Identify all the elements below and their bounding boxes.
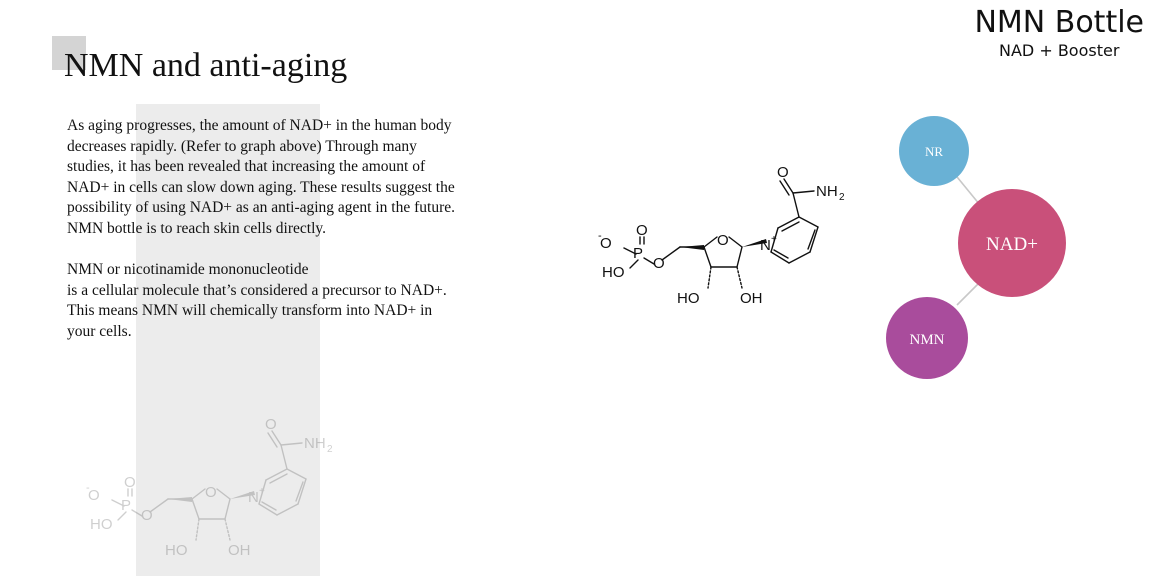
- nad-pathway-diagram: [880, 110, 1120, 390]
- atom-o-ring: O: [717, 232, 729, 249]
- atom-o-double: O: [124, 474, 136, 491]
- atom-o-link: O: [141, 507, 153, 524]
- atom-oh-sugar: OH: [740, 290, 763, 307]
- charge-minus: -: [86, 482, 90, 494]
- text-line: possibility of using NAD+ as an anti-aging agent in the future.: [67, 199, 455, 216]
- atom-ho-sugar: HO: [677, 290, 700, 307]
- atom-n: N: [248, 489, 259, 506]
- atom-o-link: O: [653, 255, 665, 272]
- nad-label: NAD+: [986, 234, 1038, 255]
- text-line: This means NMN will chemically transform into NAD+ in: [67, 302, 433, 319]
- atom-o-minus: O: [88, 487, 100, 504]
- nmn-molecule-structure: [596, 160, 856, 310]
- atom-n: N: [760, 237, 771, 254]
- text-line: NMN or nicotinamide mononucleotide: [67, 261, 309, 278]
- nr-label: NR: [924, 144, 944, 159]
- subscript-2: 2: [839, 192, 845, 203]
- text-line: NAD+ in cells can slow down aging. These results suggest the: [67, 178, 455, 196]
- atom-o-ring: O: [205, 484, 217, 501]
- atom-ho-phosphate: HO: [90, 516, 113, 533]
- brand-subtitle: NAD + Booster: [999, 41, 1120, 60]
- text-line: As aging progresses, the amount of NAD+ in the human body: [67, 117, 452, 134]
- atom-p: P: [633, 245, 644, 262]
- atom-o-double: O: [636, 222, 648, 239]
- atom-ho-phosphate: HO: [602, 264, 625, 281]
- charge-plus: +: [771, 234, 777, 245]
- atom-o-minus: O: [600, 235, 612, 252]
- atom-p: P: [121, 497, 132, 514]
- text-line: decreases rapidly. (Refer to graph above) Through many: [67, 137, 417, 155]
- atom-o-amide: O: [777, 164, 789, 181]
- text-line: is a cellular molecule that’s considered a precursor to NAD+.: [67, 281, 447, 299]
- paragraph-aging: [67, 116, 500, 239]
- atom-nh: NH: [304, 435, 326, 452]
- text-line: NMN bottle is to reach skin cells directly.: [67, 219, 326, 237]
- charge-minus: -: [598, 230, 602, 242]
- atom-oh-sugar: OH: [228, 542, 251, 559]
- brand-logo: [974, 4, 1144, 61]
- brand-title: NMN Bottle: [974, 5, 1144, 40]
- paragraph-nmn: [67, 260, 500, 342]
- atom-ho-sugar: HO: [165, 542, 188, 559]
- page-title: NMN and anti-aging: [64, 47, 348, 84]
- atom-o-amide: O: [265, 416, 277, 433]
- nmn-label: NMN: [909, 332, 945, 348]
- subscript-2: 2: [327, 444, 333, 455]
- atom-nh: NH: [816, 183, 838, 200]
- text-line: your cells.: [67, 322, 132, 340]
- text-line: studies, it has been revealed that increasing the amount of: [67, 158, 426, 175]
- charge-plus: +: [259, 486, 265, 497]
- nmn-molecule-watermark: [84, 412, 344, 562]
- body-text: [67, 116, 500, 342]
